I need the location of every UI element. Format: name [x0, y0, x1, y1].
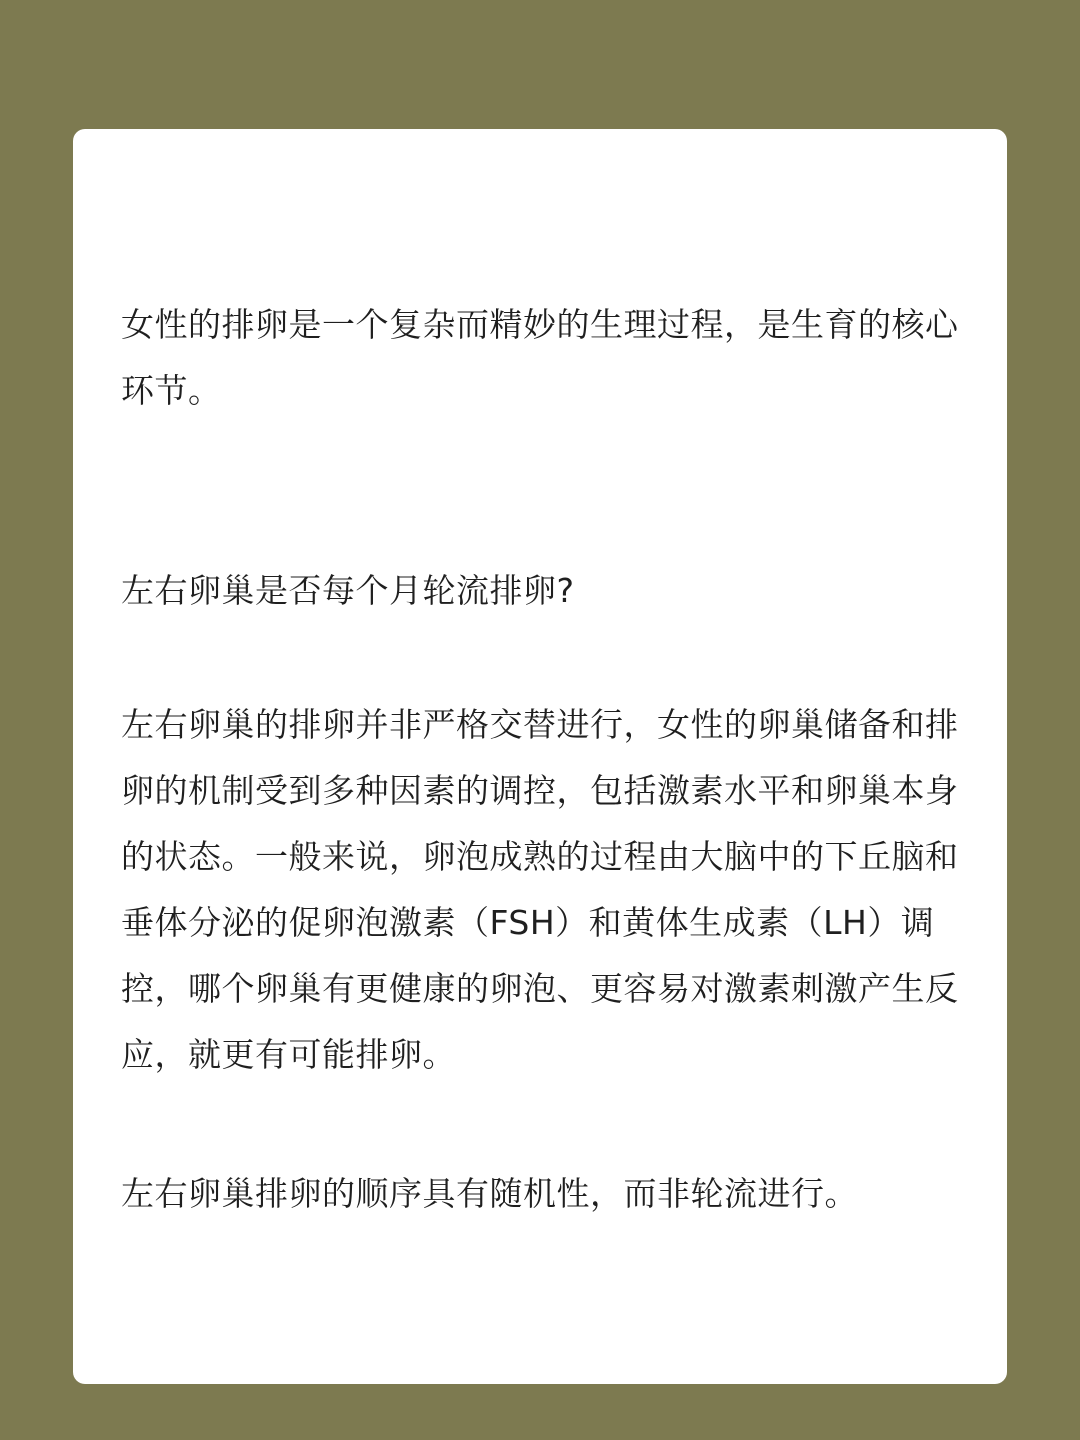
body-paragraph: 左右卵巢的排卵并非严格交替进行，女性的卵巢储备和排卵的机制受到多种因素的调控，包括激素水平和卵巢本身的状态。一般来说，卵泡成熟的过程由大脑中的下丘脑和垂体分泌的促卵泡激素（FSH）和黄体生成素（LH）调控，哪个卵巢有更健康的卵泡、更容易对激素刺激产生反应，就更有可能排卵。	[121, 705, 959, 1074]
conclusion-paragraph: 左右卵巢排卵的顺序具有随机性，而非轮流进行。	[121, 1174, 858, 1213]
question-heading: 左右卵巢是否每个月轮流排卵?	[121, 571, 575, 610]
article-card	[73, 129, 1007, 1384]
intro-paragraph: 女性的排卵是一个复杂而精妙的生理过程，是生育的核心环节。	[121, 305, 959, 410]
